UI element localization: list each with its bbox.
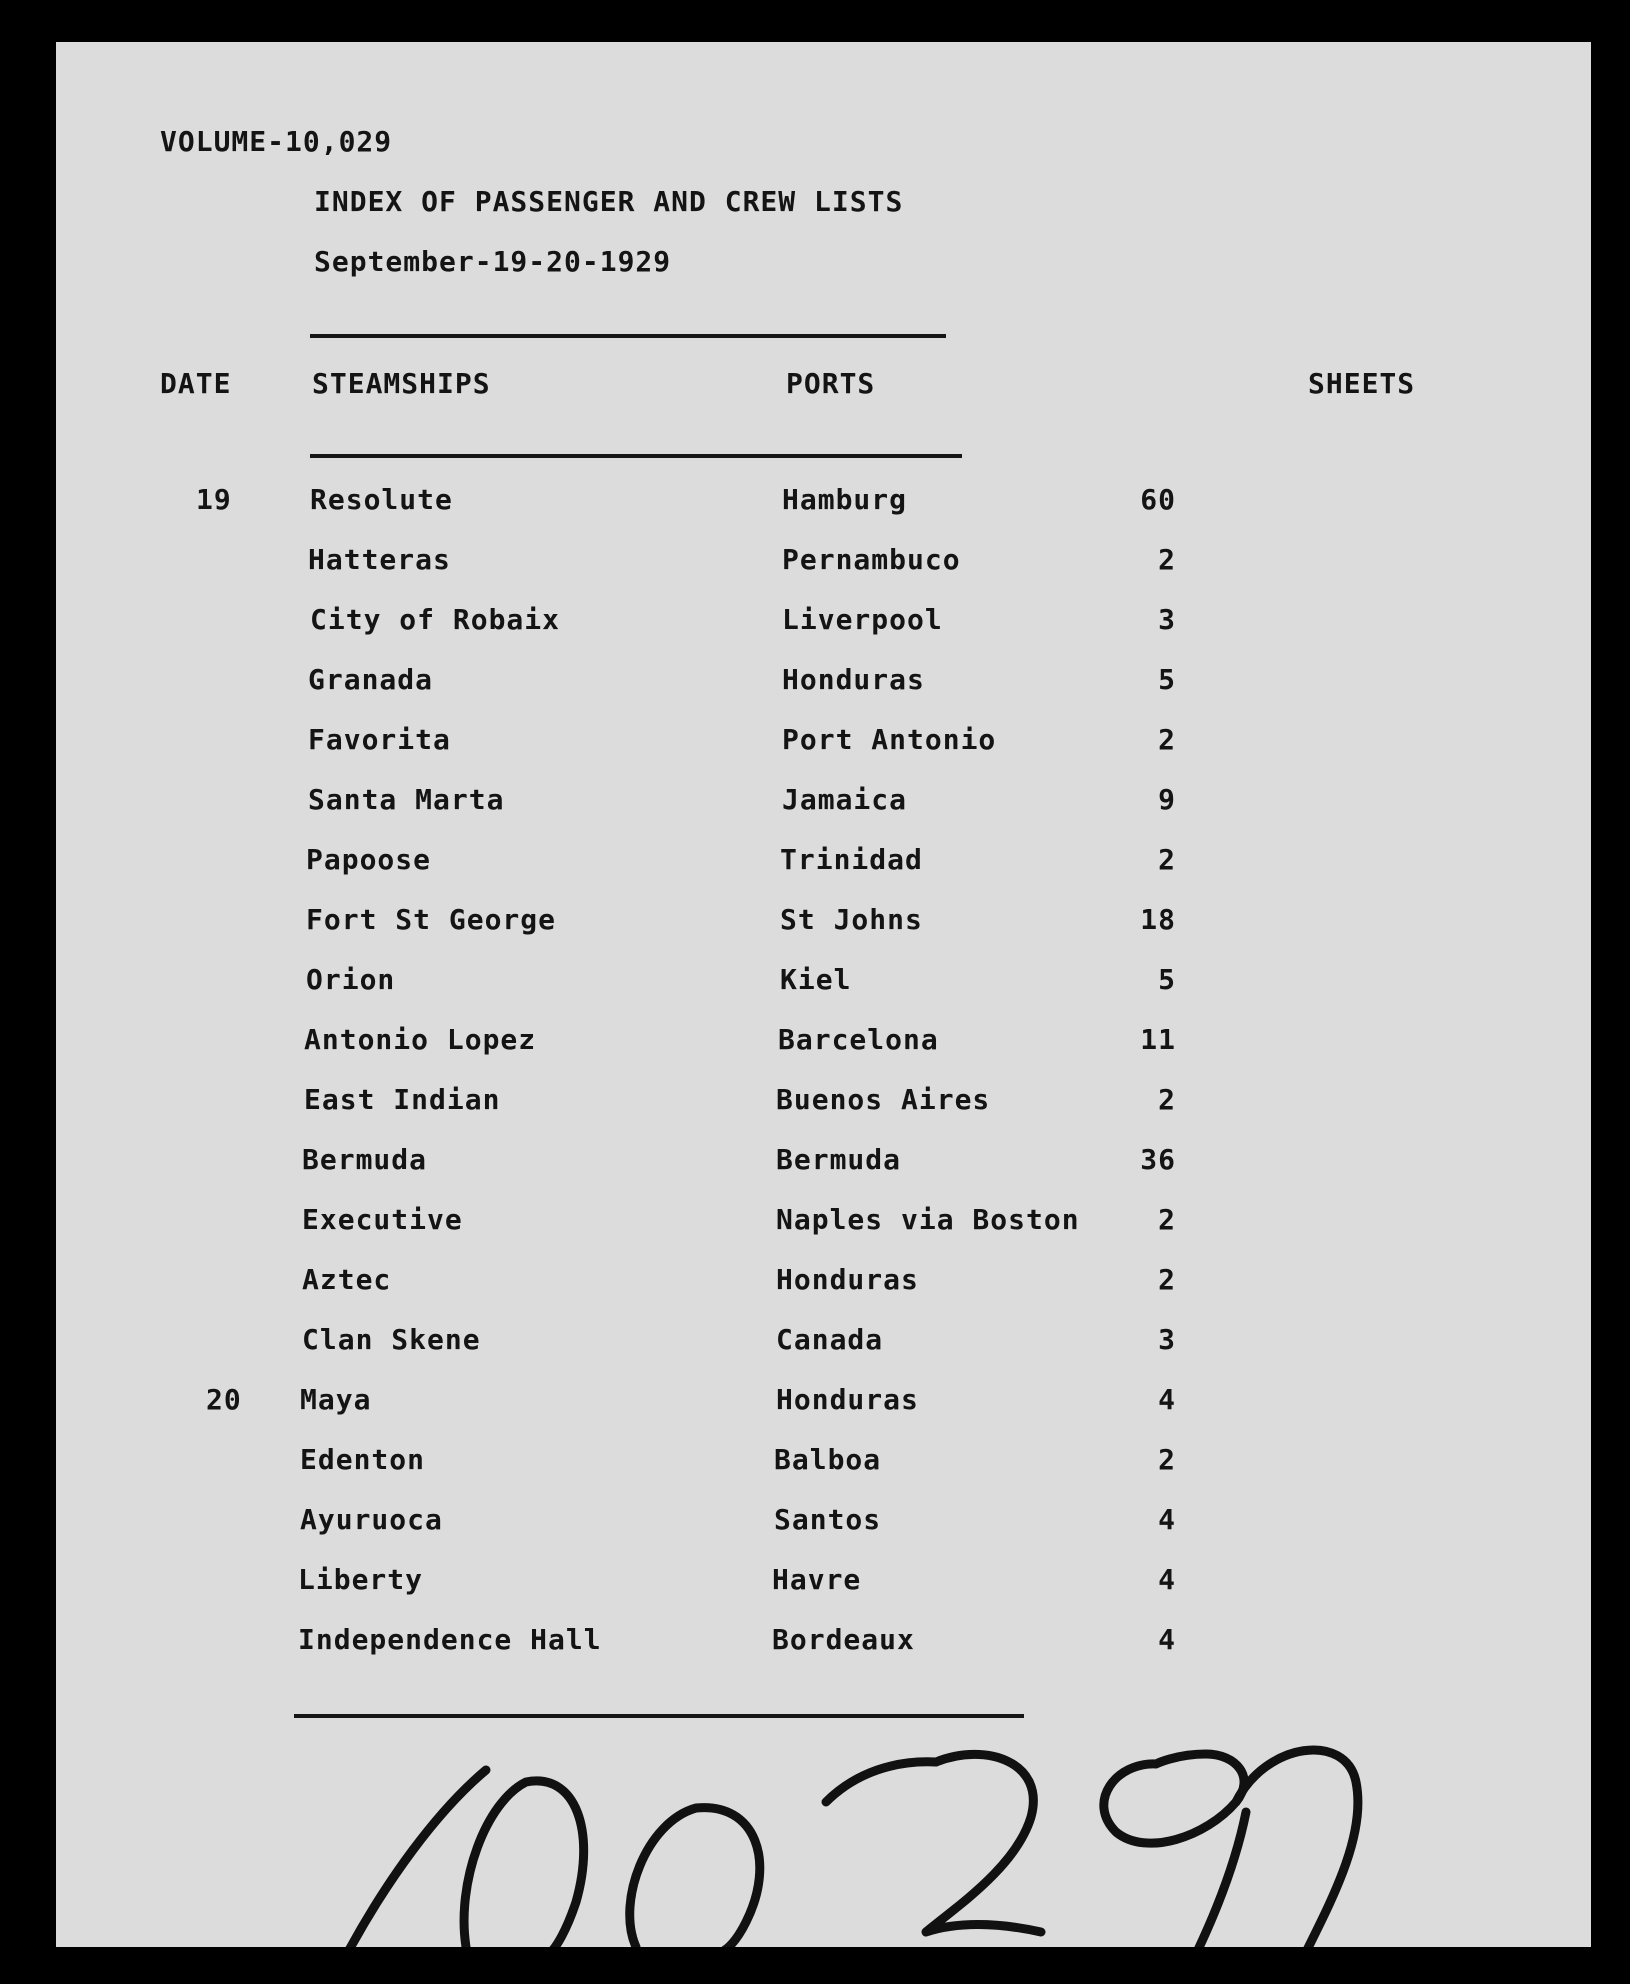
row-port: Santos bbox=[774, 1503, 882, 1536]
row-sheets: 2 bbox=[1158, 843, 1176, 876]
row-sheets: 2 bbox=[1158, 543, 1176, 576]
row-steamship: Clan Skene bbox=[302, 1323, 481, 1356]
row-port: St Johns bbox=[780, 903, 923, 936]
row-steamship: Granada bbox=[308, 663, 434, 696]
column-header-ports: PORTS bbox=[786, 367, 876, 400]
row-steamship: Antonio Lopez bbox=[304, 1023, 537, 1056]
volume-number: VOLUME-10,029 bbox=[160, 125, 393, 158]
row-steamship: Fort St George bbox=[306, 903, 557, 936]
row-sheets: 4 bbox=[1158, 1623, 1176, 1656]
row-port: Kiel bbox=[780, 963, 852, 996]
row-steamship: Favorita bbox=[308, 723, 451, 756]
row-port: Canada bbox=[776, 1323, 884, 1356]
row-steamship: Bermuda bbox=[302, 1143, 428, 1176]
row-sheets: 4 bbox=[1158, 1503, 1176, 1536]
row-steamship: Santa Marta bbox=[308, 783, 505, 816]
row-port: Buenos Aires bbox=[776, 1083, 991, 1116]
row-date: 20 bbox=[206, 1383, 242, 1416]
row-sheets: 3 bbox=[1158, 1323, 1176, 1356]
row-port: Honduras bbox=[782, 663, 925, 696]
row-steamship: East Indian bbox=[304, 1083, 501, 1116]
row-steamship: Aztec bbox=[302, 1263, 392, 1296]
column-header-steamships: STEAMSHIPS bbox=[312, 367, 491, 400]
row-port: Liverpool bbox=[782, 603, 943, 636]
row-steamship: Hatteras bbox=[308, 543, 451, 576]
row-sheets: 5 bbox=[1158, 663, 1176, 696]
row-steamship: Ayuruoca bbox=[300, 1503, 443, 1536]
row-sheets: 3 bbox=[1158, 603, 1176, 636]
row-sheets: 11 bbox=[1140, 1023, 1176, 1056]
row-sheets: 4 bbox=[1158, 1383, 1176, 1416]
row-sheets: 60 bbox=[1140, 483, 1176, 516]
row-sheets: 2 bbox=[1158, 1443, 1176, 1476]
row-sheets: 2 bbox=[1158, 1203, 1176, 1236]
row-port: Trinidad bbox=[780, 843, 923, 876]
row-steamship: Maya bbox=[300, 1383, 372, 1416]
document-page bbox=[56, 42, 1591, 1947]
row-port: Barcelona bbox=[778, 1023, 939, 1056]
row-port: Hamburg bbox=[782, 483, 908, 516]
row-port: Honduras bbox=[776, 1383, 919, 1416]
row-port: Jamaica bbox=[782, 783, 908, 816]
row-steamship: Resolute bbox=[310, 483, 453, 516]
row-sheets: 2 bbox=[1158, 1263, 1176, 1296]
row-sheets: 2 bbox=[1158, 723, 1176, 756]
handwritten-number-10029 bbox=[56, 42, 1591, 1947]
row-sheets: 18 bbox=[1140, 903, 1176, 936]
row-steamship: Executive bbox=[302, 1203, 463, 1236]
row-port: Naples via Boston bbox=[776, 1203, 1080, 1236]
row-steamship: Orion bbox=[306, 963, 396, 996]
row-sheets: 4 bbox=[1158, 1563, 1176, 1596]
row-port: Havre bbox=[772, 1563, 862, 1596]
column-header-sheets: SHEETS bbox=[1308, 367, 1416, 400]
row-steamship: Edenton bbox=[300, 1443, 426, 1476]
row-steamship: Papoose bbox=[306, 843, 432, 876]
row-port: Bermuda bbox=[776, 1143, 902, 1176]
document-dates: September-19-20-1929 bbox=[314, 245, 672, 278]
row-port: Balboa bbox=[774, 1443, 882, 1476]
row-sheets: 36 bbox=[1140, 1143, 1176, 1176]
row-steamship: Independence Hall bbox=[298, 1623, 602, 1656]
row-steamship: City of Robaix bbox=[310, 603, 561, 636]
row-date: 19 bbox=[196, 483, 232, 516]
row-port: Port Antonio bbox=[782, 723, 997, 756]
document-title: INDEX OF PASSENGER AND CREW LISTS bbox=[314, 185, 904, 218]
row-sheets: 2 bbox=[1158, 1083, 1176, 1116]
row-port: Pernambuco bbox=[782, 543, 961, 576]
column-header-date: DATE bbox=[160, 367, 232, 400]
row-port: Honduras bbox=[776, 1263, 919, 1296]
row-sheets: 9 bbox=[1158, 783, 1176, 816]
row-sheets: 5 bbox=[1158, 963, 1176, 996]
row-steamship: Liberty bbox=[298, 1563, 424, 1596]
row-port: Bordeaux bbox=[772, 1623, 915, 1656]
